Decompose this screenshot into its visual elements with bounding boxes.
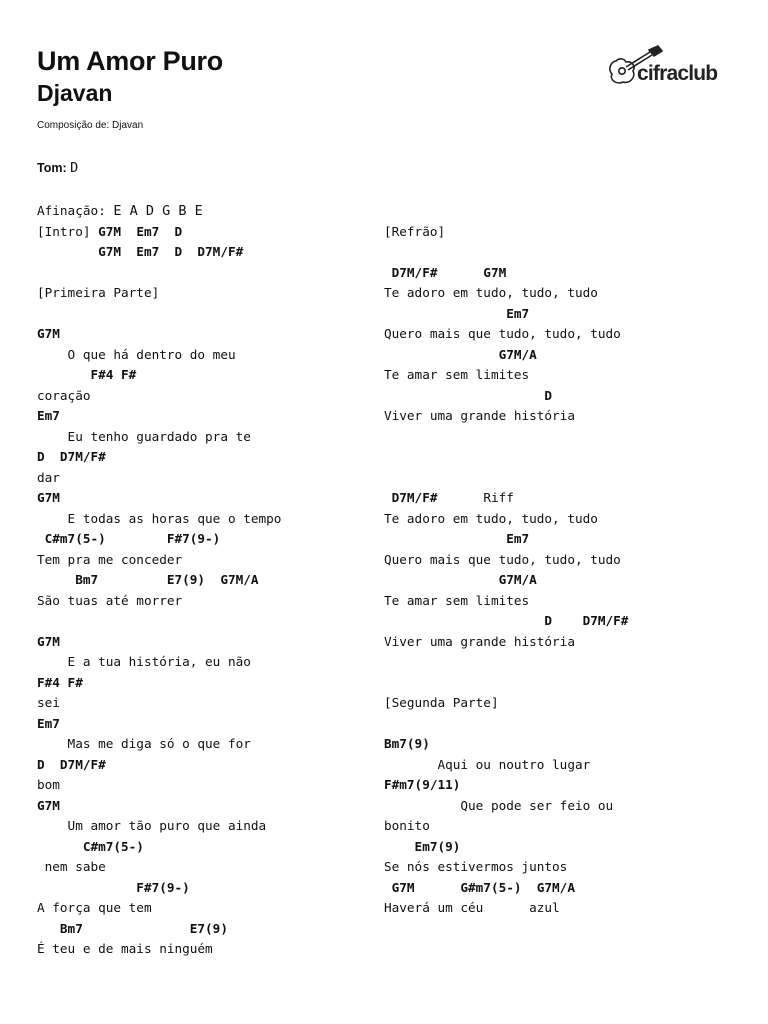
chord-line: G7M (37, 490, 60, 505)
chord-line: G7M/A (384, 346, 537, 362)
guitar-icon (606, 44, 726, 94)
tuning-label: Afinação: (37, 203, 114, 218)
lyric-line: dar (37, 469, 60, 485)
lyric-line: coração (37, 387, 91, 403)
chord-line: Em7 (384, 305, 530, 321)
key-value: D (70, 160, 79, 176)
lyric-line (37, 304, 281, 325)
lyric-line: É teu e de mais ninguém (37, 941, 213, 956)
chord-line: C#m7(5-) F#7(9-) (37, 531, 221, 546)
chord-line: D D7M/F# (37, 449, 106, 464)
section-label: [Segunda Parte] (384, 695, 499, 710)
lyric-line: bom (37, 777, 60, 792)
tuning-notes: E A D G B E (113, 203, 203, 219)
chord-line: G7M Em7 D (90, 223, 183, 239)
cifraclub-logo (606, 44, 726, 94)
lyric-line: E a tua história, eu não (37, 654, 251, 669)
lyric-line: Eu tenho guardado pra te (37, 428, 251, 444)
key-label: Tom: (37, 161, 67, 175)
chord-line: F#7(9-) (37, 879, 190, 895)
composer-credit: Composição de: Djavan (37, 120, 144, 131)
chord-line: Em7(9) (384, 838, 461, 854)
lyric-line: Aqui ou noutro lugar (384, 756, 591, 772)
lyric-line: Um amor tão puro que ainda (37, 818, 267, 833)
lyric-line: A força que tem (37, 900, 152, 915)
chord-line: Bm7 E7(9) (37, 920, 228, 936)
riff-label: Riff (483, 490, 514, 505)
lyric-line: Haverá um céu azul (384, 900, 560, 915)
tuning-line (37, 201, 281, 222)
section-label: [Primeira Parte] (37, 285, 160, 300)
lyric-line: Que pode ser feio ou (384, 797, 614, 813)
lyric-line: Te adoro em tudo, tudo, tudo (384, 510, 598, 526)
lyric-line: bonito (384, 818, 430, 833)
lyric-line (37, 611, 281, 632)
lyric-line (384, 652, 628, 673)
logo-text: cifraclub (637, 62, 718, 85)
lyric-line: O que há dentro do meu (37, 346, 236, 362)
chord-line: Em7 (384, 531, 530, 546)
lyric-line: sei (37, 695, 60, 710)
chord-line: D D7M/F# (37, 756, 106, 772)
lyric-line: Quero mais que tudo, tudo, tudo (384, 551, 621, 567)
lyric-line (384, 468, 628, 489)
lyric-line: Te adoro em tudo, tudo, tudo (384, 285, 598, 300)
chord-line: G7M (37, 797, 60, 813)
section-label: [Intro] (37, 223, 91, 239)
lyric-line: Viver uma grande história (384, 633, 575, 649)
chord-line: Em7 (37, 408, 60, 423)
lyric-line: E todas as horas que o tempo (37, 510, 282, 526)
lyric-line (384, 673, 628, 694)
chord-column-left (37, 201, 281, 960)
intro-line (37, 222, 281, 243)
lyric-line: Quero mais que tudo, tudo, tudo (384, 326, 621, 341)
chord-column-right (384, 201, 628, 919)
lyric-line (384, 714, 628, 735)
artist-name: Djavan (37, 80, 113, 106)
chord-line: G7M Em7 D D7M/F# (37, 244, 244, 259)
lyric-line: Mas me diga só o que for (37, 736, 251, 751)
chord-line: G7M/A (384, 572, 537, 587)
lyric-line: Te amar sem limites (384, 592, 530, 608)
chord-line: D D7M/F# (384, 613, 629, 628)
section-label: [Refrão] (384, 223, 446, 239)
lyric-line: nem sabe (37, 859, 106, 874)
chord-name: D7M/F# (384, 490, 484, 505)
lyric-line: Tem pra me conceder (37, 551, 183, 567)
chord-line: G7M (37, 326, 60, 341)
song-title: Um Amor Puro (37, 46, 223, 76)
lyric-line (384, 427, 628, 448)
lyric-line (384, 201, 628, 222)
chord-line: G7M (37, 633, 60, 649)
chord-line (384, 488, 628, 509)
chord-line: Em7 (37, 715, 60, 731)
chord-line: F#4 F# (37, 367, 137, 382)
chord-line: D (384, 387, 553, 403)
chord-line: C#m7(5-) (37, 838, 144, 854)
chord-line: G7M G#m7(5-) G7M/A (384, 879, 575, 895)
lyric-line: Te amar sem limites (384, 367, 530, 382)
chord-line: Bm7 E7(9) G7M/A (37, 572, 259, 587)
chord-line: D7M/F# G7M (384, 264, 507, 280)
lyric-line: São tuas até morrer (37, 592, 183, 608)
lyric-line (384, 447, 628, 468)
chord-line: Bm7(9) (384, 736, 430, 751)
lyric-line: Viver uma grande história (384, 408, 575, 423)
lyric-line: Se nós estivermos juntos (384, 859, 568, 874)
key-info (37, 160, 78, 176)
chord-line: F#4 F# (37, 674, 83, 690)
lyric-line (384, 242, 628, 263)
lyric-line (37, 263, 281, 284)
chord-line: F#m7(9/11) (384, 777, 461, 792)
